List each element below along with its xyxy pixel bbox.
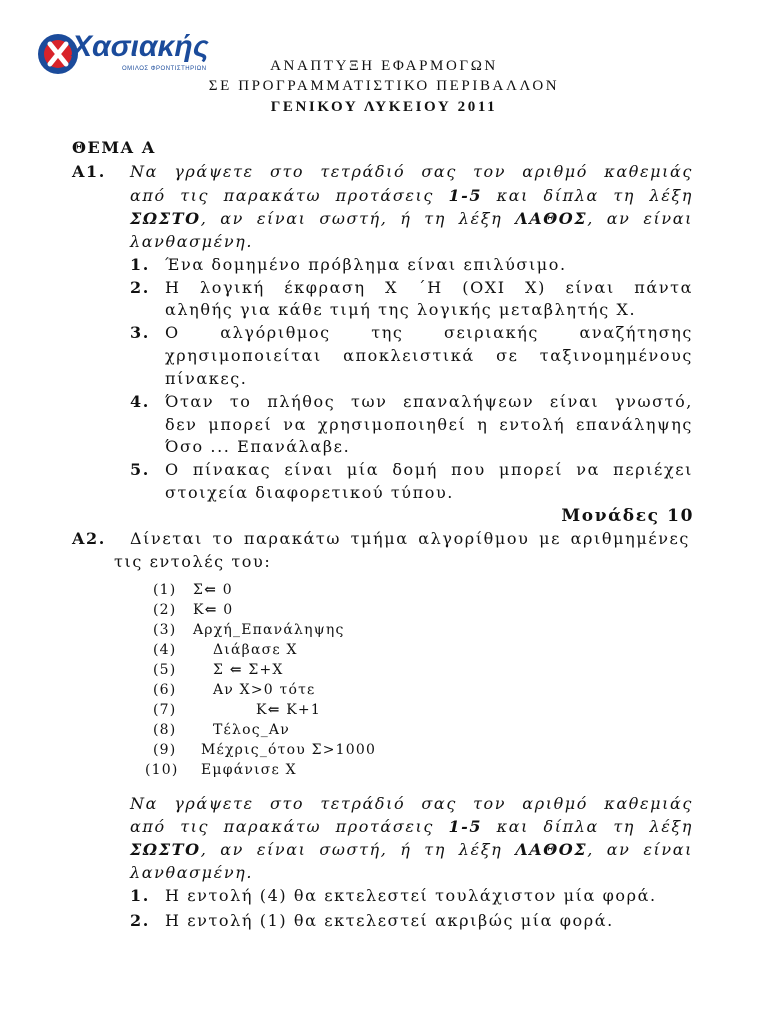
a1-line-1: Να γράψετε στο τετράδιό σας τον αριθμό καθεμιάς xyxy=(130,162,693,181)
a1-item-text: αληθής για κάθε τιμή της λογικής μεταβλητής Χ. xyxy=(165,300,637,319)
a1-item-number: 2. xyxy=(130,278,150,297)
left-arrow-icon: ⇐ xyxy=(204,602,218,618)
logo-tagline: ΟΜΙΛΟΣ ΦΡΟΝΤΙΣΤΗΡΙΩΝ xyxy=(122,66,207,72)
a1-marks: Μονάδες 10 xyxy=(561,506,694,526)
code-line: Τέλος_Αν xyxy=(213,722,290,738)
a2-item-text: Η εντολή (4) θα εκτελεστεί τουλάχιστον μία φορά. xyxy=(165,886,657,905)
code-line: Αν Χ>0 τότε xyxy=(213,682,316,698)
code-line-number: (8) xyxy=(153,722,177,738)
a1-item-number: 3. xyxy=(130,323,150,342)
a2-line-2: τις εντολές του: xyxy=(114,552,272,571)
header-line-1: ΑΝΑΠΤΥΞΗ ΕΦΑΡΜΟΓΩΝ xyxy=(270,58,498,74)
code-line: Σ⇐ 0 xyxy=(193,582,233,598)
a2-item-text: Η εντολή (1) θα εκτελεστεί ακριβώς μία φορά. xyxy=(165,911,614,930)
left-arrow-icon: ⇐ xyxy=(229,662,243,678)
header-line-2: ΣΕ ΠΡΟΓΡΑΜΜΑΤΙΣΤΙΚΟ ΠΕΡΙΒΑΛΛΟΝ xyxy=(208,78,560,94)
code-line: Μέχρις_ότου Σ>1000 xyxy=(201,742,377,758)
code-line-number: (9) xyxy=(153,742,177,758)
a1-item-text: δεν μπορεί να χρησιμοποιηθεί η εντολή επανάληψης xyxy=(165,415,693,434)
a1-item-text: Όταν το πλήθος των επαναλήψεων είναι γνωστό, xyxy=(165,392,693,411)
a1-item-text: Η λογική έκφραση Χ ΄Η (ΟΧΙ Χ) είναι πάντα xyxy=(165,278,693,297)
a1-item-number: 1. xyxy=(130,255,150,274)
a1-item-text: χρησιμοποιείται αποκλειστικά σε ταξινομημένους xyxy=(165,346,693,365)
a1-item-text: πίνακες. xyxy=(165,369,248,388)
code-line: Αρχή_Επανάληψης xyxy=(193,622,345,638)
a1-label: Α1. xyxy=(72,162,106,181)
a1-item-text: Ο αλγόριθμος της σειριακής αναζήτησης xyxy=(165,323,693,342)
a2-q-line-3: ΣΩΣΤΟ, αν είναι σωστή, ή τη λέξη ΛΑΘΟΣ, αν είναι xyxy=(130,840,694,859)
code-line-number: (7) xyxy=(153,702,177,718)
a2-item-number: 2. xyxy=(130,911,150,930)
code-line-number: (5) xyxy=(153,662,177,678)
a2-label: Α2. xyxy=(72,529,106,548)
a1-item-text: Ο πίνακας είναι μία δομή που μπορεί να περιέχει xyxy=(165,460,693,479)
a2-item-number: 1. xyxy=(130,886,150,905)
code-line-number: (3) xyxy=(153,622,177,638)
a2-q-line-2: από τις παρακάτω προτάσεις 1-5 και δίπλα τη λέξη xyxy=(130,817,693,836)
code-line: Σ ⇐ Σ+Χ xyxy=(213,662,284,678)
left-arrow-icon: ⇐ xyxy=(204,582,218,598)
code-line: Κ⇐ Κ+1 xyxy=(256,702,321,718)
code-line-number: (2) xyxy=(153,602,177,618)
a1-item-number: 4. xyxy=(130,392,150,411)
a1-item-text: Ένα δομημένο πρόβλημα είναι επιλύσιμο. xyxy=(165,255,567,274)
a1-item-number: 5. xyxy=(130,460,150,479)
code-line: Διάβασε Χ xyxy=(213,642,298,658)
code-line-number: (1) xyxy=(153,582,177,598)
code-line: Κ⇐ 0 xyxy=(193,602,234,618)
a2-q-line-4: λανθασμένη. xyxy=(130,863,254,882)
a2-line-1: Δίνεται το παρακάτω τμήμα αλγορίθμου με αριθμημένες xyxy=(130,529,690,548)
a1-line-4: λανθασμένη. xyxy=(130,232,254,251)
a1-line-2: από τις παρακάτω προτάσεις 1-5 και δίπλα τη λέξη xyxy=(130,186,693,205)
code-line-number: (10) xyxy=(145,762,179,778)
a1-item-text: Όσο ... Επανάλαβε. xyxy=(165,437,351,456)
code-line-number: (6) xyxy=(153,682,177,698)
code-line: Εμφάνισε Χ xyxy=(201,762,297,778)
section-title: ΘΕΜΑ Α xyxy=(72,138,156,157)
code-line-number: (4) xyxy=(153,642,177,658)
left-arrow-icon: ⇐ xyxy=(267,702,281,718)
a1-item-text: στοιχεία διαφορετικού τύπου. xyxy=(165,483,454,502)
logo-brand: Χασιακής xyxy=(72,30,209,63)
a2-q-line-1: Να γράψετε στο τετράδιό σας τον αριθμό καθεμιάς xyxy=(130,794,693,813)
a1-line-3: ΣΩΣΤΟ, αν είναι σωστή, ή τη λέξη ΛΑΘΟΣ, αν είναι xyxy=(130,209,694,228)
header-line-3: ΓΕΝΙΚΟΥ ΛΥΚΕΙΟΥ 2011 xyxy=(270,99,498,115)
